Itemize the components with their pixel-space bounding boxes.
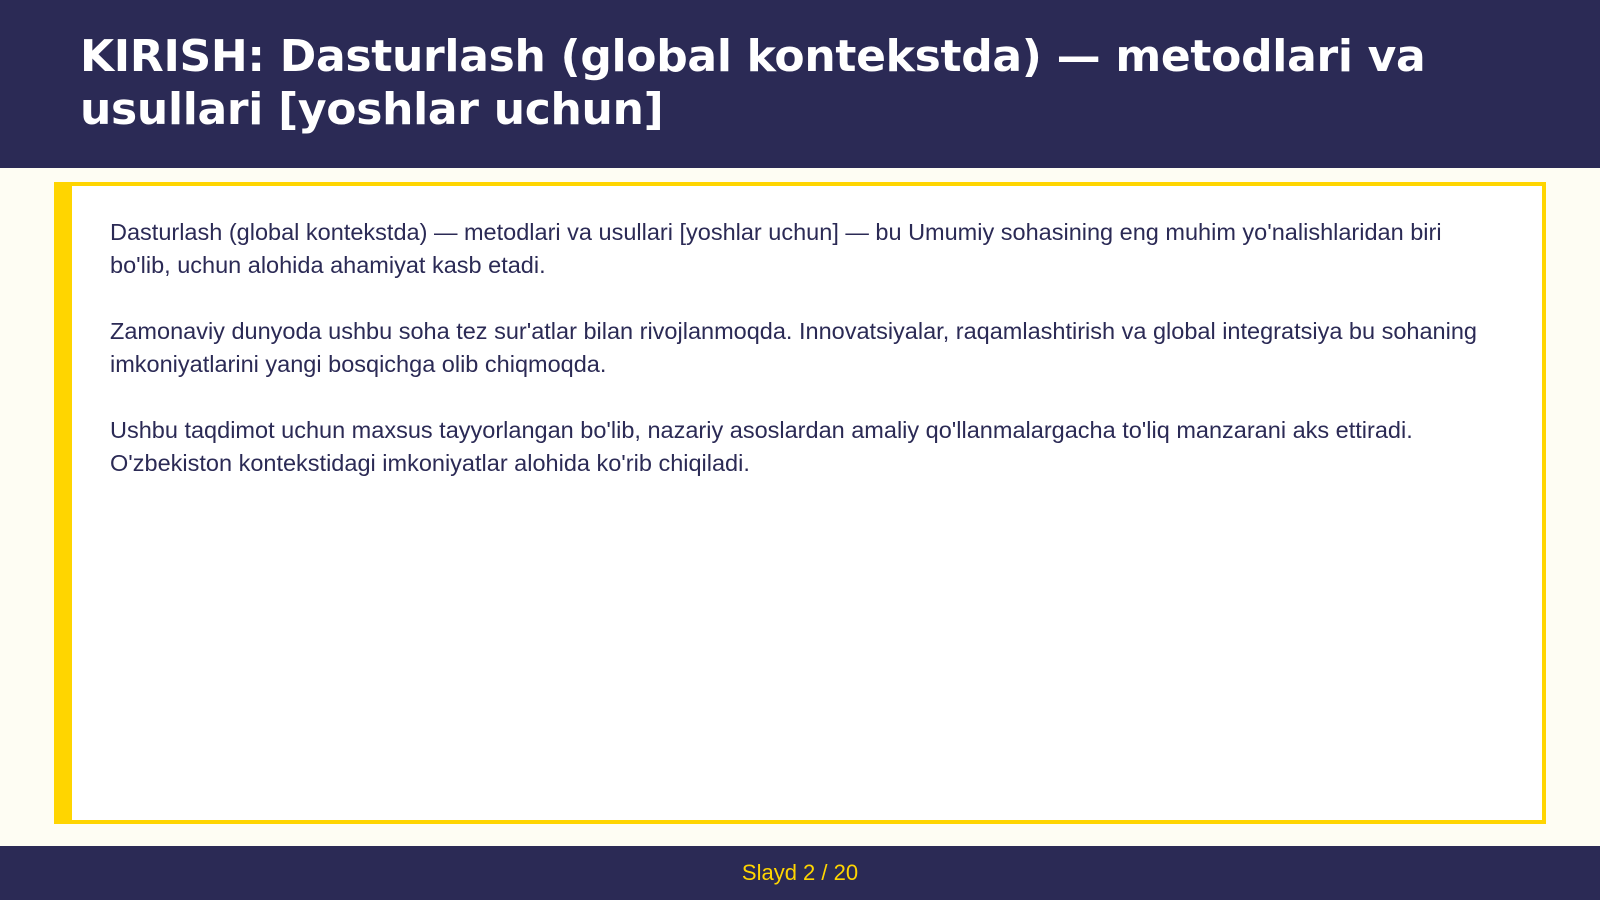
slide-header: [0, 0, 1600, 168]
slide-footer: [0, 846, 1600, 900]
slide-title: KIRISH: Dasturlash (global kontekstda) — metodlari va usullari [yoshlar uchun]: [80, 31, 1426, 135]
intro-paragraph: Dasturlash (global kontekstda) — metodlari va usullari [yoshlar uchun] — bu Umumiy sohasining eng muhim yo'nalishlaridan biri bo'lib, uchun alohida ahamiyat kasb etadi.: [110, 219, 1442, 278]
presentation-purpose-paragraph: Ushbu taqdimot uchun maxsus tayyorlangan bo'lib, nazariy asoslardan amaliy qo'llanmalargacha to'liq manzarani aks ettiradi. O'zbekiston kontekstidagi imkoniyatlar alohida ko'rib chiqiladi.: [110, 417, 1413, 476]
content-box: [54, 182, 1546, 824]
modern-world-paragraph: Zamonaviy dunyoda ushbu soha tez sur'atlar bilan rivojlanmoqda. Innovatsiyalar, raqamlashtirish va global integratsiya bu sohaning imkoniyatlarini yangi bosqichga olib chiqmoqda.: [110, 318, 1477, 377]
slide-counter: Slayd 2 / 20: [741, 860, 859, 885]
